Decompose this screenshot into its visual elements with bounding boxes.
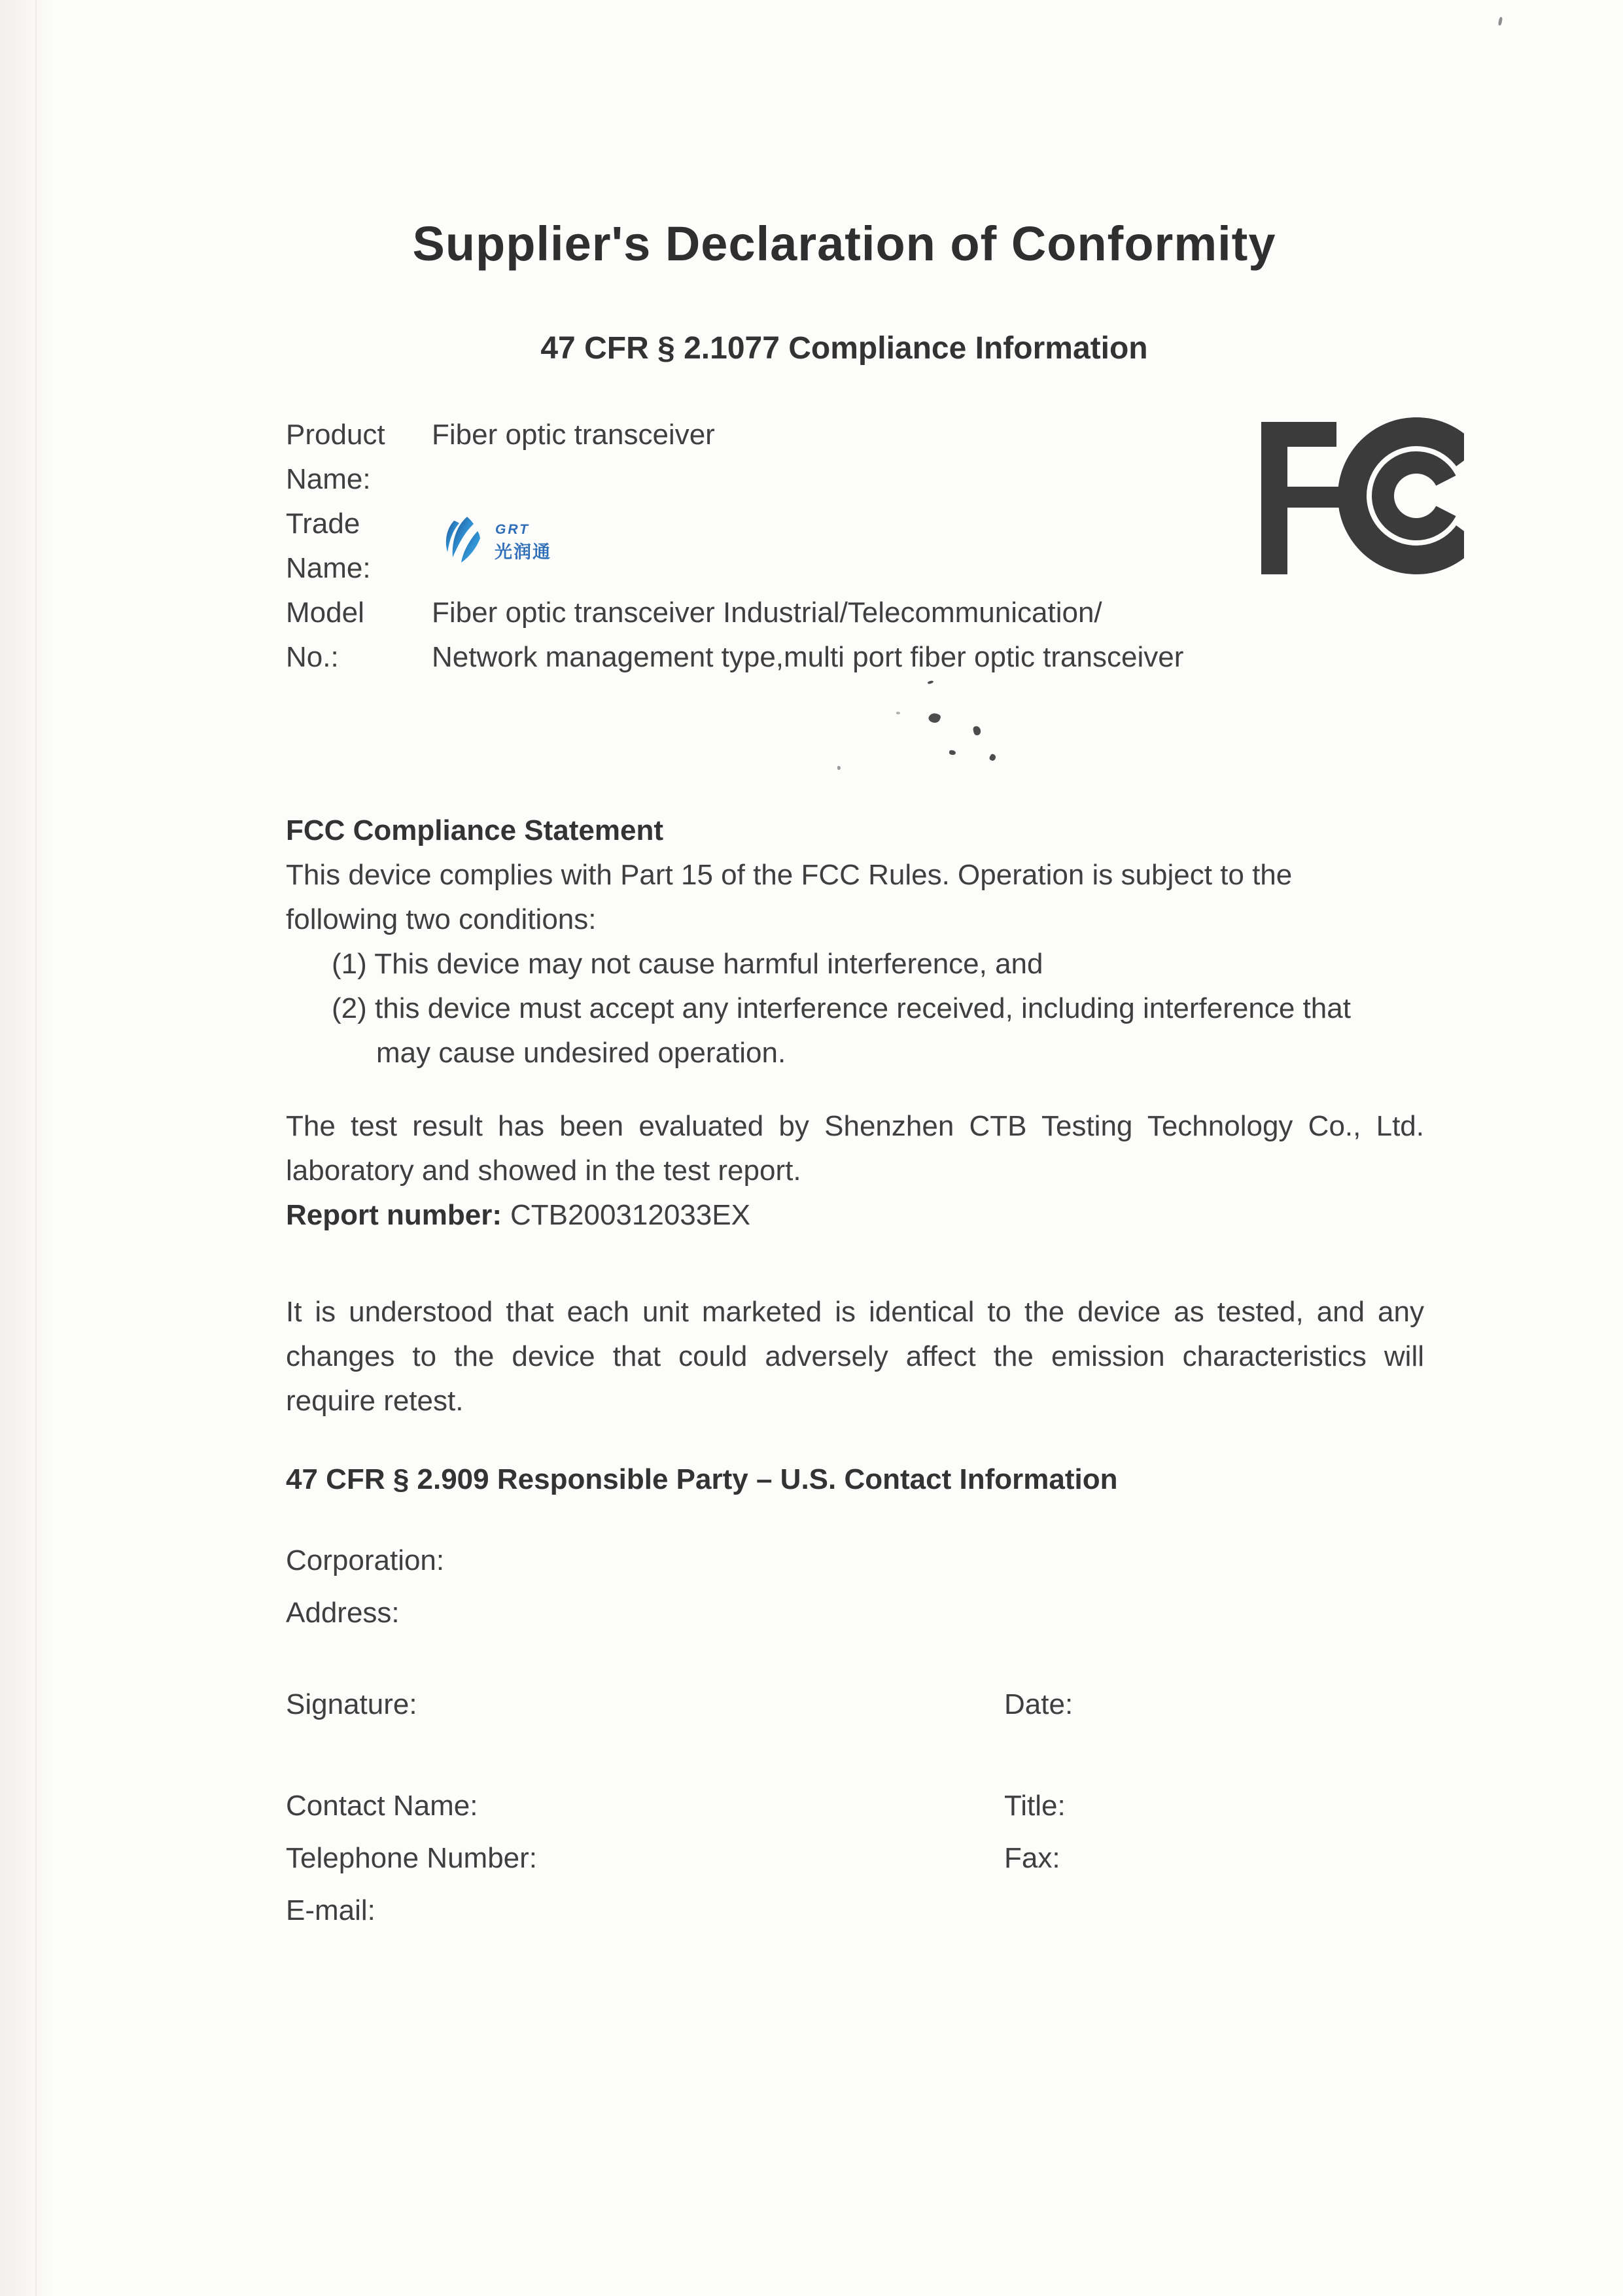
grt-logo-chinese-text: 光润通 [495,542,551,562]
product-name-label-line1: Product [286,419,385,451]
fcc-condition-2-line1: (2) this device must accept any interference received, including interference that [332,992,1351,1024]
scan-speck [973,725,982,736]
model-no-value-line1: Fiber optic transceiver Industrial/Telecommunication/ [432,597,1102,629]
scan-speck [928,680,934,685]
fcc-statement-line2: following two conditions: [286,903,597,935]
page-subtitle: 47 CFR § 2.1077 Compliance Information [540,331,1148,366]
scan-speck [1498,17,1503,26]
scan-edge-line [35,0,37,2296]
date-label: Date: [1004,1688,1073,1720]
test-result-line2: laboratory and showed in the test report. [286,1155,801,1187]
scan-speck [837,766,841,770]
report-number-value: CTB200312033EX [510,1199,750,1231]
report-number-line [286,1193,1424,1238]
scan-speck [896,712,900,714]
model-no-value-line2: Network management type,multi port fiber optic transceiver [432,641,1184,673]
retest-note-line3: require retest. [286,1385,464,1417]
contact-name-label: Contact Name: [286,1790,478,1822]
product-name-value: Fiber optic transceiver [432,419,715,451]
scan-speck [988,753,997,761]
grt-swirl-icon [444,517,487,566]
page-title: Supplier's Declaration of Conformity [412,217,1276,271]
email-label: E-mail: [286,1894,375,1926]
fcc-statement-line1: This device complies with Part 15 of the FCC Rules. Operation is subject to the [286,859,1293,891]
product-name-label-line2: Name: [286,463,371,495]
scan-edge-shadow [0,0,52,2296]
trade-name-label-line2: Name: [286,552,371,584]
model-no-label-line1: Model [286,597,364,629]
corporation-label: Corporation: [286,1544,445,1576]
address-label: Address: [286,1597,400,1629]
fax-label: Fax: [1004,1842,1060,1874]
trade-name-label-line1: Trade [286,508,360,540]
signature-label: Signature: [286,1688,417,1720]
fcc-condition-2-line2: may cause undesired operation. [376,1037,786,1069]
scan-speck [928,711,942,725]
report-number-label: Report number: [286,1199,502,1231]
scan-speck [949,750,956,755]
grt-logo-text: GRT [495,522,530,537]
telephone-label: Telephone Number: [286,1842,538,1874]
retest-note-line2: changes to the device that could adversely affect the emission characteristics will [286,1340,1424,1372]
model-no-label-line2: No.: [286,641,339,673]
title-label: Title: [1004,1790,1066,1822]
fcc-statement-heading: FCC Compliance Statement [286,814,663,846]
fcc-condition-1: (1) This device may not cause harmful interference, and [332,948,1043,980]
retest-note-line1: It is understood that each unit marketed is identical to the device as tested, and any [286,1296,1424,1328]
fcc-mark-icon [1261,417,1464,574]
grt-logo [432,512,602,585]
test-result-line1: The test result has been evaluated by Shenzhen CTB Testing Technology Co., Ltd. [286,1110,1424,1142]
responsible-party-heading: 47 CFR § 2.909 Responsible Party – U.S. Contact Information [286,1463,1118,1495]
fcc-logo [1261,417,1464,574]
